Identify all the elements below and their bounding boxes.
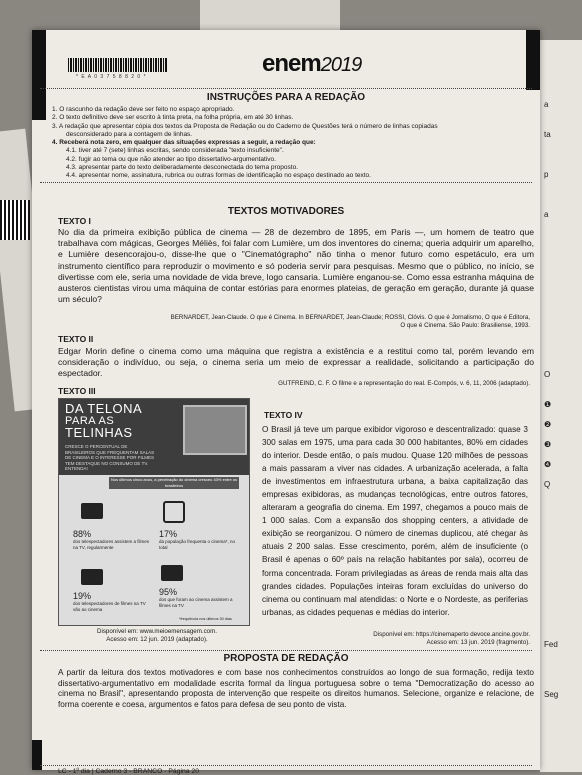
instruction-item: 3. A redação que apresentar cópia dos textos da Proposta de Redação ou do Caderno de Questões terá o número de linhas copiadas bbox=[52, 122, 438, 130]
tv-icon bbox=[81, 503, 103, 519]
stat-17: 17% da população frequenta o cinema*, no total bbox=[159, 529, 236, 550]
proposta-title: PROPOSTA DE REDAÇÃO bbox=[223, 653, 349, 664]
divider bbox=[40, 765, 532, 766]
infographic-title: DA TELONA PARA AS TELINHAS bbox=[65, 401, 143, 440]
instructions-title: INSTRUÇÕES PARA A REDAÇÃO bbox=[206, 92, 366, 103]
page-footer: LC - 1º dia | Caderno 3 - BRANCO - Página 20 bbox=[58, 768, 200, 775]
popcorn-icon bbox=[163, 501, 185, 523]
barcode-number: * E A 0 3 7 5 8 8 2 0 * bbox=[76, 74, 147, 80]
corner-mark-right bbox=[526, 30, 540, 90]
exam-page bbox=[32, 30, 540, 775]
instructions-list bbox=[52, 106, 530, 181]
instruction-item: 4.2. fugir ao tema ou que não atender ao tipo dissertativo-argumentativo. bbox=[66, 155, 276, 163]
corner-mark-left bbox=[32, 30, 46, 120]
stat-95: 95% dos que foram ao cinema assistem a filmes na TV bbox=[159, 587, 233, 608]
texto1-label: TEXTO I bbox=[58, 216, 91, 226]
motivadores-title: TEXTOS MOTIVADORES bbox=[227, 206, 345, 217]
texto4-body: O Brasil já teve um parque exibidor vigoroso e descentralizado: quase 3 300 salas em 1975, uma para cada 30 000 habitantes, 80% em cidades do interior. Desde então, o país mudou. Quase 120 milhões de pessoas a mais passaram a viver nas cidades. A urbanização acelerada, a falta de investimentos em infraestrutura urbana, a baixa capitalização das empresas exibidoras, as mudanças tecnológicas, entre outros fatores, alteraram a geografia do cinema. Em 1997, chegamos a pouco mais de 1 000 salas. Com a expansão dos shopping centers, a atividade de exibição se reorganizou. O número de cinemas duplicou, até chegar às atuais 2 200 salas. Esse crescimento, porém, além de insuficiente (o Brasil é apenas o 60º país na relação habitantes por sala), ocorreu de forma concentrada. Foram privilegiadas as áreas de renda mais alta das grandes cidades. Populações inteiras foram excluídas do universo do cinema ou continuam mal atendidas: o Norte e o Nordeste, as periferias urbanas, as cidades pequenas e médias do interior. bbox=[262, 425, 528, 617]
instruction-item: 2. O texto definitivo deve ser escrito à tinta preta, na folha própria, em até 30 linhas. bbox=[52, 114, 294, 122]
instruction-item: 4.1. tiver até 7 (sete) linhas escritas, sendo considerada "texto insuficiente". bbox=[66, 147, 284, 155]
infographic-header bbox=[59, 399, 249, 475]
texto2-body: Edgar Morin define o cinema como uma máquina que registra a existência e a restitui como tal, porém levando em consideração o indivíduo, ou seja, o cinema seria um meio de expressar a realidade, solicitando a participação do espectador. bbox=[58, 346, 534, 379]
texto2-source: GUTFREIND, C. F. O filme e a representação do real. E-Compós, v. 6, 11, 2006 (adaptado). bbox=[278, 380, 530, 387]
divider bbox=[40, 88, 532, 89]
proposta-body: A partir da leitura dos textos motivadores e com base nos conhecimentos construídos ao longo de sua formação, redija texto dissertativo-argumentativo em modalidade escrita formal da língua portuguesa sobre o tema "Democratização do acesso ao cinema no Brasil", apresentando proposta de intervenção que respeite os direitos humanos. Selecione, organize e relacione, de forma coerente e coesa, argumentos e fatos para defesa de seu ponto de vista. bbox=[58, 668, 534, 709]
texto1-source: BERNARDET, Jean-Claude. O que é Cinema. In BERNARDET, Jean-Claude; ROSSI, Clóvis. O que é Jornalismo, O que é Editora, O que é Cinema. São Paulo: Brasiliense, 1993. bbox=[170, 314, 530, 329]
background-barcode-sheet bbox=[0, 200, 30, 240]
divider bbox=[40, 182, 532, 183]
texto3-source: Disponível em: www.meioemensagem.com. Acesso em: 12 jun. 2019 (adaptado). bbox=[96, 628, 217, 643]
texto1-body: No dia da primeira exibição pública de cinema — 28 de dezembro de 1895, em Paris —, um homem de teatro que trabalhava com mágicas, Georges Méliès, foi falar com Lumière, um dos inventores do cinema; queria adquirir um aparelho, e Lumière desencorajou-o, disse-lhe que o "Cinematógrapho" não tinha o menor futuro como espetáculo, era um instrumento científico para reproduzir o movimento e só poderia servir para pesquisas. Mesmo que o público, no início, se divertisse com ele, seria uma novidade de vida breve, logo cansaria. Lumière enganou-se. Como essa estranha máquina de austeros cientistas virou uma máquina de contar estórias para enormes plateias, de geração em geração, durante já quase um século? bbox=[58, 227, 534, 305]
divider bbox=[40, 650, 532, 651]
infographic bbox=[58, 398, 250, 626]
texto4-source: Disponível em: https://cinemaperto devoce.ancine.gov.br. Acesso em: 13 jun. 2019 (fragmento). bbox=[373, 631, 530, 646]
cinema-screen-icon bbox=[183, 405, 247, 455]
instruction-item: 1. O rascunho da redação deve ser feito no espaço apropriado. bbox=[52, 106, 235, 113]
instruction-item: 4. Receberá nota zero, em qualquer das situações expressas a seguir, a redação que: bbox=[52, 139, 316, 147]
right-page-edge: a ta p a O ❶ ❷ ❸ ❹ Q Fed Seg bbox=[540, 40, 582, 772]
texto3-label: TEXTO III bbox=[58, 386, 96, 396]
texto2-label: TEXTO II bbox=[58, 334, 94, 344]
instruction-item: 4.3. apresentar parte do texto deliberadamente desconectada do tema proposto. bbox=[66, 164, 298, 172]
stat-19: 19% dos telespectadores de filmes na TV vão ao cinema bbox=[73, 591, 146, 612]
infographic-intro: CRESCE O PERCENTUAL DE BRASILEIROS QUE FREQUENTAM SALAS DE CINEMA E O INTERESSE POR FILMES TEM DESTAQUE NO CONSUMO DE TV. ENTENDA! bbox=[65, 444, 155, 471]
barcode bbox=[68, 58, 168, 72]
tv-icon bbox=[81, 569, 103, 585]
enem-logo: enem2019 bbox=[262, 50, 362, 77]
stat-88: 88% dos telespectadores assistem a filmes na TV, regularmente bbox=[73, 529, 150, 550]
texto4-label: TEXTO IV bbox=[264, 410, 303, 420]
instruction-item: 4.4. apresentar nome, assinatura, rubrica ou outras formas de identificação no espaço destinado ao texto. bbox=[66, 172, 371, 180]
infographic-footnote: *frequência nos últimos 30 dias bbox=[179, 617, 232, 621]
infographic-banner: Nos últimos cinco anos, a penetração do cinema cresceu 43% entre os brasileiros bbox=[110, 477, 238, 488]
instruction-item: desconsiderado para a contagem de linhas. bbox=[66, 130, 193, 138]
film-strip-icon bbox=[161, 565, 183, 581]
